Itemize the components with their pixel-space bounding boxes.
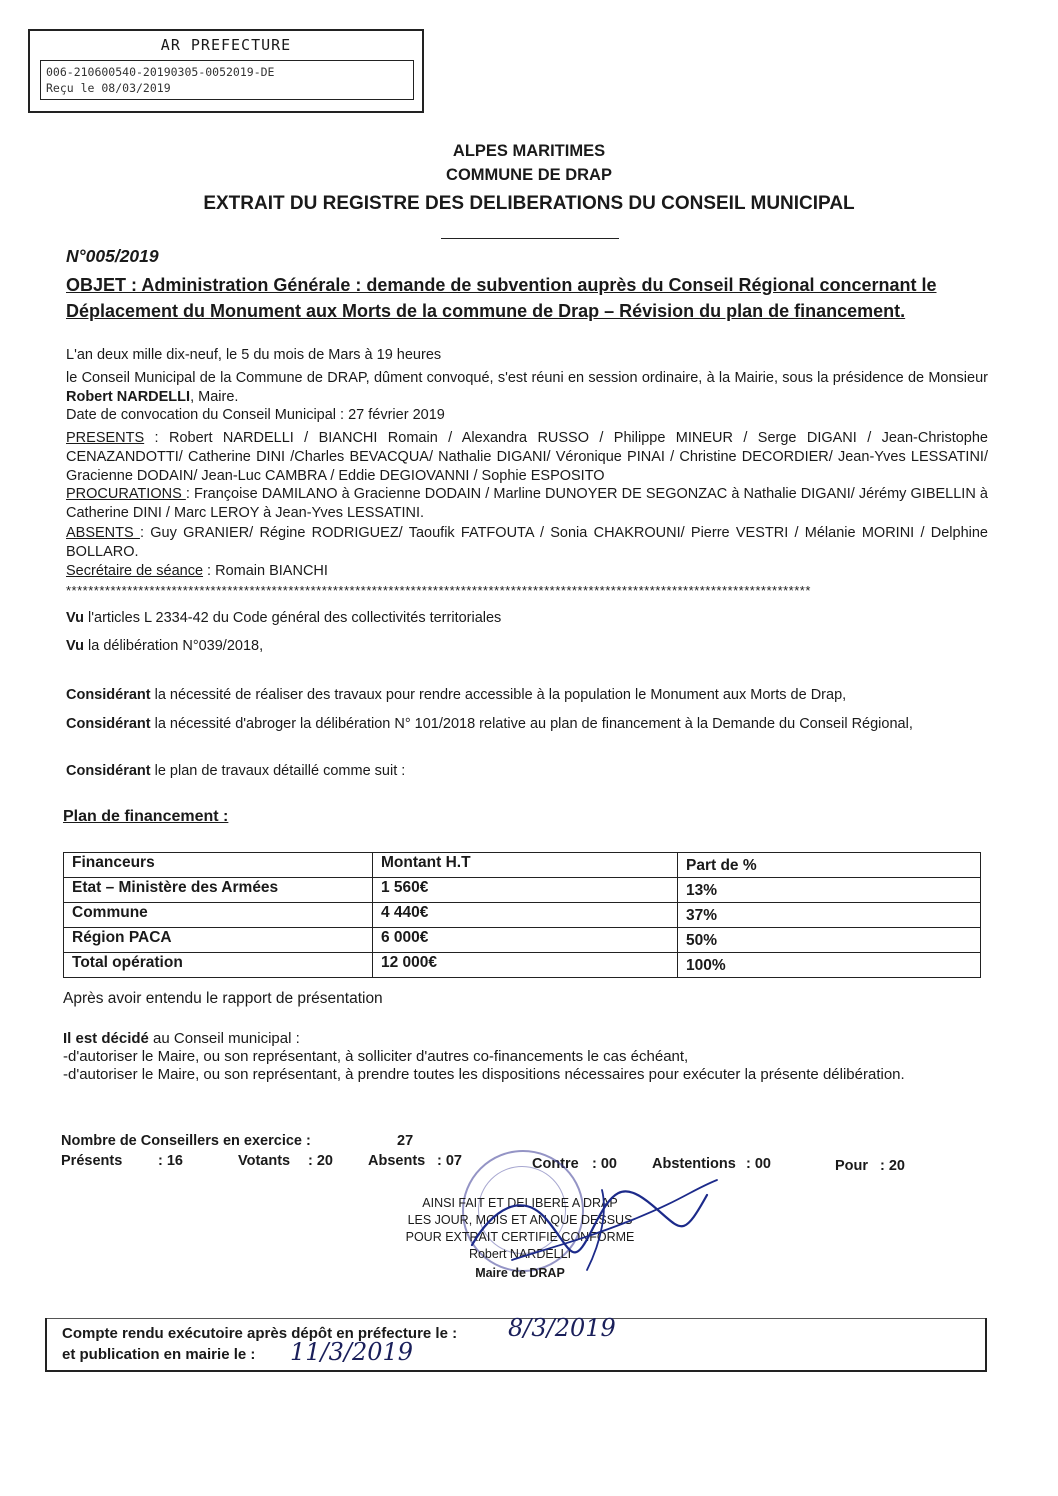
procurations-section — [66, 485, 988, 523]
stamp-title: AR PREFECTURE — [160, 36, 292, 54]
considerant-label: Considérant — [66, 716, 151, 732]
secretary-name: : Romain BIANCHI — [203, 563, 328, 579]
intro-session-end: , Maire. — [190, 389, 239, 405]
considerant-label: Considérant — [66, 763, 151, 779]
footer-prefecture-label: Compte rendu exécutoire après dépôt en préfecture le : — [62, 1325, 458, 1342]
votes-absents-value: : 07 — [437, 1153, 462, 1169]
considerant-3-text: le plan de travaux détaillé comme suit : — [150, 763, 406, 779]
financing-plan-title: Plan de financement : — [63, 808, 229, 825]
votes-exercice-label: Nombre de Conseillers en exercice : — [61, 1133, 311, 1149]
intro-date: L'an deux mille dix-neuf, le 5 du mois de Mars à 19 heures — [66, 347, 442, 363]
votes-absents-label: Absents — [368, 1153, 426, 1169]
vu-label: Vu — [66, 610, 84, 626]
decision-label: Il est décidé — [63, 1030, 149, 1047]
table-cell-financeur: Etat – Ministère des Armées — [64, 878, 373, 903]
vu-article — [66, 609, 988, 627]
stamp-reference — [40, 60, 414, 100]
deliberation-subject: OBJET : Administration Générale : demande de subvention auprès du Conseil Régional concernant le Déplacement du Monument aux Morts de la commune de Drap – Révision du plan de financement. — [66, 275, 937, 321]
footer-prefecture-date: 8/3/2019 — [508, 1314, 616, 1342]
votes-pour-label: Pour — [835, 1158, 869, 1174]
considerant-2-text: la nécessité d'abroger la délibération N° 101/2018 relative au plan de financement à la Demande du Conseil Régional, — [150, 716, 913, 732]
table-header-cell: Financeurs — [64, 853, 373, 878]
votes-abstentions-value: : 00 — [746, 1156, 771, 1172]
decision-section — [63, 1030, 943, 1084]
table-cell-montant: 6 000€ — [373, 928, 678, 953]
absents-section — [66, 524, 988, 562]
decision-item: -d'autoriser le Maire, ou son représentant, à solliciter d'autres co-financements le cas échéant, — [63, 1048, 689, 1065]
intro-session-text: le Conseil Municipal de la Commune de DRAP, dûment convoqué, s'est réuni en session ordinaire, à la Mairie, sous la présidence de Monsieur — [66, 370, 988, 386]
signature-mayor-name: Robert NARDELLI — [468, 1247, 572, 1261]
intro-session — [66, 369, 988, 407]
header-commune: COMMUNE DE DRAP — [446, 166, 612, 184]
presents-section — [66, 429, 988, 486]
handwritten-signature — [452, 1150, 732, 1290]
decision-heading-text: au Conseil municipal : — [148, 1030, 300, 1047]
stamp-reference-number: 006-210600540-20190305-0052019-DE — [46, 65, 275, 79]
footer-publication-date: 11/3/2019 — [290, 1338, 414, 1366]
considerant-1-text: la nécessité de réaliser des travaux pour rendre accessible à la population le Monument aux Morts de Drap, — [150, 687, 847, 703]
votes-votants-label: Votants — [238, 1153, 291, 1169]
table-cell-financeur: Région PACA — [64, 928, 373, 953]
procurations-list: : Françoise DAMILANO à Gracienne DODAIN / Marline DUNOYER DE SEGONZAC à Nathalie DIGANI/ Jérémy GIBELLIN à Catherine DINI / Marc LEROY à Jean-Yves LESSATINI. — [66, 486, 988, 521]
votes-presents-label: Présents — [61, 1153, 123, 1169]
secretary-section — [66, 562, 988, 581]
presents-label: PRESENTS — [66, 430, 145, 446]
signature-line-3: POUR EXTRAIT CERTIFIE CONFORME — [405, 1230, 635, 1244]
table-cell-financeur: Commune — [64, 903, 373, 928]
stamp-received-date: Reçu le 08/03/2019 — [46, 81, 171, 95]
signature-line-1: AINSI FAIT ET DELIBERE A DRAP — [422, 1196, 618, 1210]
table-header-cell: Montant H.T — [373, 853, 678, 878]
votes-presents-value: : 16 — [158, 1153, 183, 1169]
table-cell-part: 37% — [678, 903, 981, 928]
considerant-2 — [66, 715, 988, 733]
table-cell-montant: 4 440€ — [373, 903, 678, 928]
absents-list: : Guy GRANIER/ Régine RODRIGUEZ/ Taoufik FATFOUTA / Sonia CHAKROUNI/ Pierre VESTRI / Mélanie MORINI / Delphine BOLLARO. — [66, 525, 988, 560]
vu-article-text: l'articles L 2334-42 du Code général des collectivités territoriales — [84, 610, 502, 626]
table-cell-part: 100% — [678, 953, 981, 978]
header-department: ALPES MARITIMES — [452, 142, 606, 160]
votes-pour-value: : 20 — [880, 1158, 905, 1174]
votes-exercice-value: 27 — [397, 1133, 414, 1149]
footer-publication-label: et publication en mairie le : — [62, 1346, 256, 1363]
table-header-cell: Part de % — [678, 853, 981, 878]
mayor-name: Robert NARDELLI — [66, 389, 191, 405]
vu-deliberation-text: la délibération N°039/2018, — [84, 638, 264, 654]
votes-contre-label: Contre — [532, 1156, 579, 1172]
table-cell-financeur: Total opération — [64, 953, 373, 978]
signature-line-2: LES JOUR, MOIS ET AN QUE DESSUS — [407, 1213, 633, 1227]
decision-item: -d'autoriser le Maire, ou son représentant, à prendre toutes les dispositions nécessaires pour exécuter la présente délibération. — [63, 1066, 905, 1083]
considerant-1 — [66, 686, 988, 704]
procurations-label: PROCURATIONS — [66, 486, 186, 502]
votes-abstentions-label: Abstentions — [652, 1156, 736, 1172]
votes-votants-value: : 20 — [308, 1153, 333, 1169]
table-row — [64, 903, 981, 928]
presents-list: : Robert NARDELLI / BIANCHI Romain / Alexandra RUSSO / Philippe MINEUR / Serge DIGANI / Jean-Christophe CENAZANDOTTI/ Catherine DINI /Charles BEVACQUA/ Nathalie DIGANI/ Véronique PINAI / Christine DECORDIER/ Jean-Yves LESSATINI/ Gracienne DODAIN/ Jean-Luc CAMBRA / Eddie DEGIOVANNI / Sophie ESPOSITO — [66, 430, 988, 484]
table-cell-part: 13% — [678, 878, 981, 903]
vu-label: Vu — [66, 638, 84, 654]
considerant-label: Considérant — [66, 687, 151, 703]
report-statement: Après avoir entendu le rapport de présentation — [63, 990, 383, 1007]
table-row — [64, 878, 981, 903]
considerant-3 — [66, 762, 988, 780]
table-cell-montant: 12 000€ — [373, 953, 678, 978]
prefecture-stamp — [28, 29, 424, 113]
header-title: EXTRAIT DU REGISTRE DES DELIBERATIONS DU CONSEIL MUNICIPAL — [203, 193, 855, 214]
table-cell-montant: 1 560€ — [373, 878, 678, 903]
absents-label: ABSENTS — [66, 525, 140, 541]
table-cell-part: 50% — [678, 928, 981, 953]
separator-stars: ************************************************************************************************************************************** — [66, 583, 811, 598]
signature-mayor-title: Maire de DRAP — [475, 1266, 565, 1280]
financing-table — [63, 852, 981, 978]
secretary-label: Secrétaire de séance — [66, 563, 204, 579]
header-divider — [441, 238, 619, 239]
votes-contre-value: : 00 — [592, 1156, 617, 1172]
table-header-row — [64, 853, 981, 878]
vu-deliberation — [66, 637, 988, 655]
deliberation-number: N°005/2019 — [66, 246, 159, 266]
table-row — [64, 928, 981, 953]
decision-heading — [63, 1030, 943, 1048]
table-row — [64, 953, 981, 978]
convocation-date: Date de convocation du Conseil Municipal : 27 février 2019 — [66, 407, 445, 423]
